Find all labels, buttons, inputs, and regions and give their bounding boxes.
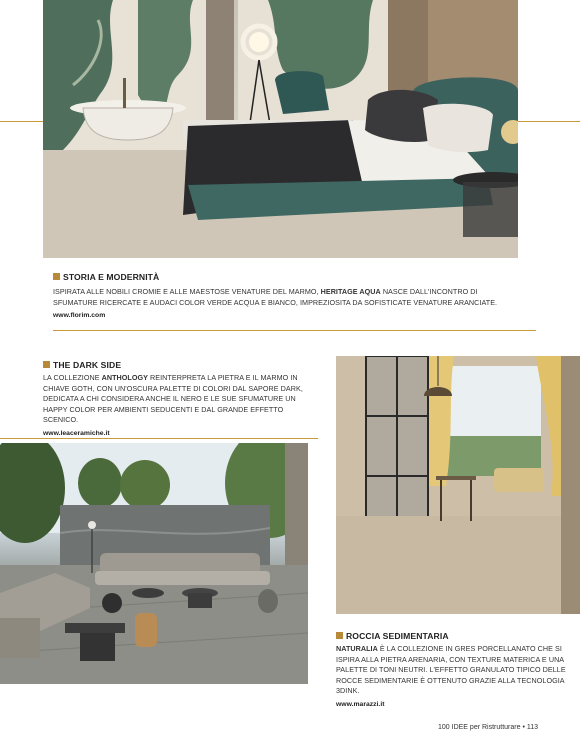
brand-name: HERITAGE AQUA [320, 287, 381, 296]
website-link[interactable]: www.florim.com [53, 312, 106, 320]
section-divider [0, 438, 318, 439]
living-room-photo [336, 356, 580, 614]
kicker-square-icon [43, 361, 50, 368]
section-roccia [336, 631, 576, 708]
section-dark-side [43, 360, 305, 437]
section-title: STORIA E MODERNITÀ [53, 272, 523, 282]
living-room-illustration [336, 356, 580, 614]
section-title: ROCCIA SEDIMENTARIA [336, 631, 576, 641]
section-body: ISPIRATA ALLE NOBILI CROMIE E ALLE MAESTOSE VENATURE DEL MARMO, HERITAGE AQUA NASCE DALL'INCONTRO DI SFUMATURE RICERCATE E AUDACI COLOR VERDE ACQUA E BIANCO, IMPREZIOSITA DA SOFISTICATE VENATURE ARANCIATE. [53, 287, 498, 307]
decorative-rule-left [0, 121, 43, 122]
brand-name: ANTHOLOGY [101, 373, 148, 382]
decorative-rule-right [518, 121, 580, 122]
website-link[interactable]: www.leaceramiche.it [43, 429, 110, 437]
bedroom-illustration [43, 0, 518, 258]
brand-name: NATURALIA [336, 644, 378, 653]
page-folio: 100 IDEE per Ristrutturare • 113 [438, 724, 538, 731]
section-body: LA COLLEZIONE ANTHOLOGY REINTERPRETA LA PIETRA E IL MARMO IN CHIAVE GOTH, CON UN'OSCURA PALETTE DI COLORI DAL SAPORE DARK, DEDICATA A CHI CONSIDERA ANCHE IL NERO E LE SUE SFUMATURE UN HAPPY COLOR PER AMBIENTI SEDUCENTI E DAL GRANDE EFFETTO SCENICO. [43, 373, 303, 425]
kicker-square-icon [53, 273, 60, 280]
section-storia [53, 272, 523, 319]
kicker-square-icon [336, 632, 343, 639]
section-title: THE DARK SIDE [43, 360, 305, 370]
section-divider [53, 330, 536, 331]
terrace-illustration [0, 443, 308, 684]
bedroom-photo [43, 0, 518, 258]
website-link[interactable]: www.marazzi.it [336, 700, 385, 708]
section-body: NATURALIA È LA COLLEZIONE IN GRES PORCELLANATO CHE SI ISPIRA ALLA PIETRA ARENARIA, CON TEXTURE MATERICA E UNA PALETTE DI TONI NEUTRI. L'EFFETTO GRANULATO TIPICO DELLE ROCCE SEDIMENTARIE È OTTENUTO GRAZIE ALLA TECNOLOGIA 3DINK. [336, 644, 566, 696]
terrace-photo [0, 443, 308, 684]
